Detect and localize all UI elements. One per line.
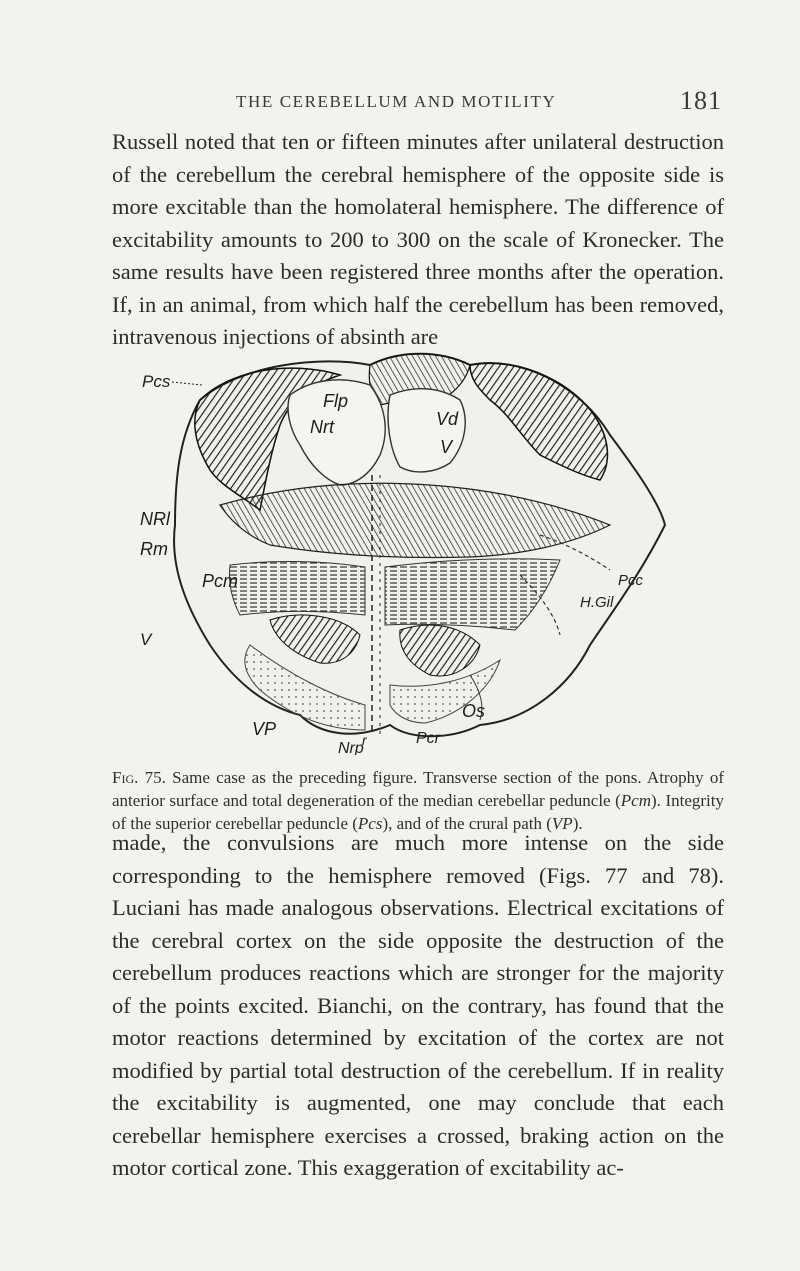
pons-section-drawing bbox=[140, 345, 680, 755]
label-pcc: Pcc bbox=[618, 572, 644, 589]
body-paragraph-2: made, the convulsions are much more intense on the side corresponding to the hemisphere removed (Figs. 77 and 78). Luciani has made analogous observations. Electrical excitations of the cerebral cortex on the side opposite the destruction of the cerebellum produces reactions which are stronger for the majority of the points excited. Bianchi, on the contrary, has found that the motor reactions determined by excitation of the cortex are not modified by partial total destruction of the cerebellum. If in reality the excitability is augmented, one may conclude that each cerebellar hemisphere exercises a crossed, braking action on the motor cortical zone. This exaggeration of excitability ac- bbox=[112, 830, 724, 1180]
label-pcs: Pcs bbox=[142, 372, 171, 391]
label-nrl: NRl bbox=[140, 509, 170, 529]
page-number: 181 bbox=[680, 86, 722, 115]
caption-text-2: ). Integrity of the superior cerebellar peduncle ( bbox=[112, 791, 724, 833]
label-nrp: Nrp bbox=[338, 740, 364, 755]
caption-abbr-pcs: Pcs bbox=[357, 814, 383, 833]
label-v-upper: V bbox=[440, 437, 453, 457]
right-ventricle-lobe bbox=[388, 389, 465, 472]
caption-abbr-vp: VP bbox=[551, 814, 573, 833]
running-head: THE CEREBELLUM AND MOTILITY bbox=[236, 92, 557, 111]
label-r: r bbox=[362, 732, 367, 748]
caption-text-4: ). bbox=[572, 814, 583, 833]
label-rm: Rm bbox=[140, 539, 168, 559]
pontine-fibers-left bbox=[229, 561, 365, 615]
label-pcm: Pcm bbox=[202, 571, 238, 591]
caption-text-1: Same case as the preceding figure. Transverse section of the pons. Atrophy of anterior surface and total degeneration of the median cerebellar peduncle ( bbox=[112, 768, 724, 810]
label-v-left: V bbox=[140, 630, 152, 649]
pons-section-figure bbox=[140, 345, 680, 755]
label-os: Os bbox=[462, 701, 486, 721]
label-vd: Vd bbox=[436, 409, 459, 429]
label-flp: Flp bbox=[323, 391, 349, 411]
label-pcr: Pcr bbox=[416, 730, 440, 747]
label-vp: VP bbox=[252, 719, 277, 739]
label-nrt: Nrt bbox=[310, 417, 334, 437]
caption-text-3: ), and of the crural path ( bbox=[382, 814, 552, 833]
caption-abbr-pcm: Pcm bbox=[620, 791, 652, 810]
caption-label: Fig. 75. bbox=[112, 768, 166, 787]
body-paragraph-1: Russell noted that ten or fifteen minutes after unilateral destruction of the cerebellum the cerebral hemisphere of the opposite side is more excitable than the homolateral hemisphere. The difference of excitability amounts to 200 to 300 on the scale of Kronecker. The same results have been registered three months after the operation. If, in an animal, from which half the cerebellum has been removed, intravenous injections of absinth are bbox=[112, 129, 724, 349]
page-header bbox=[0, 86, 800, 116]
label-hgil: H.Gil bbox=[580, 594, 614, 611]
figure-caption bbox=[112, 766, 724, 835]
